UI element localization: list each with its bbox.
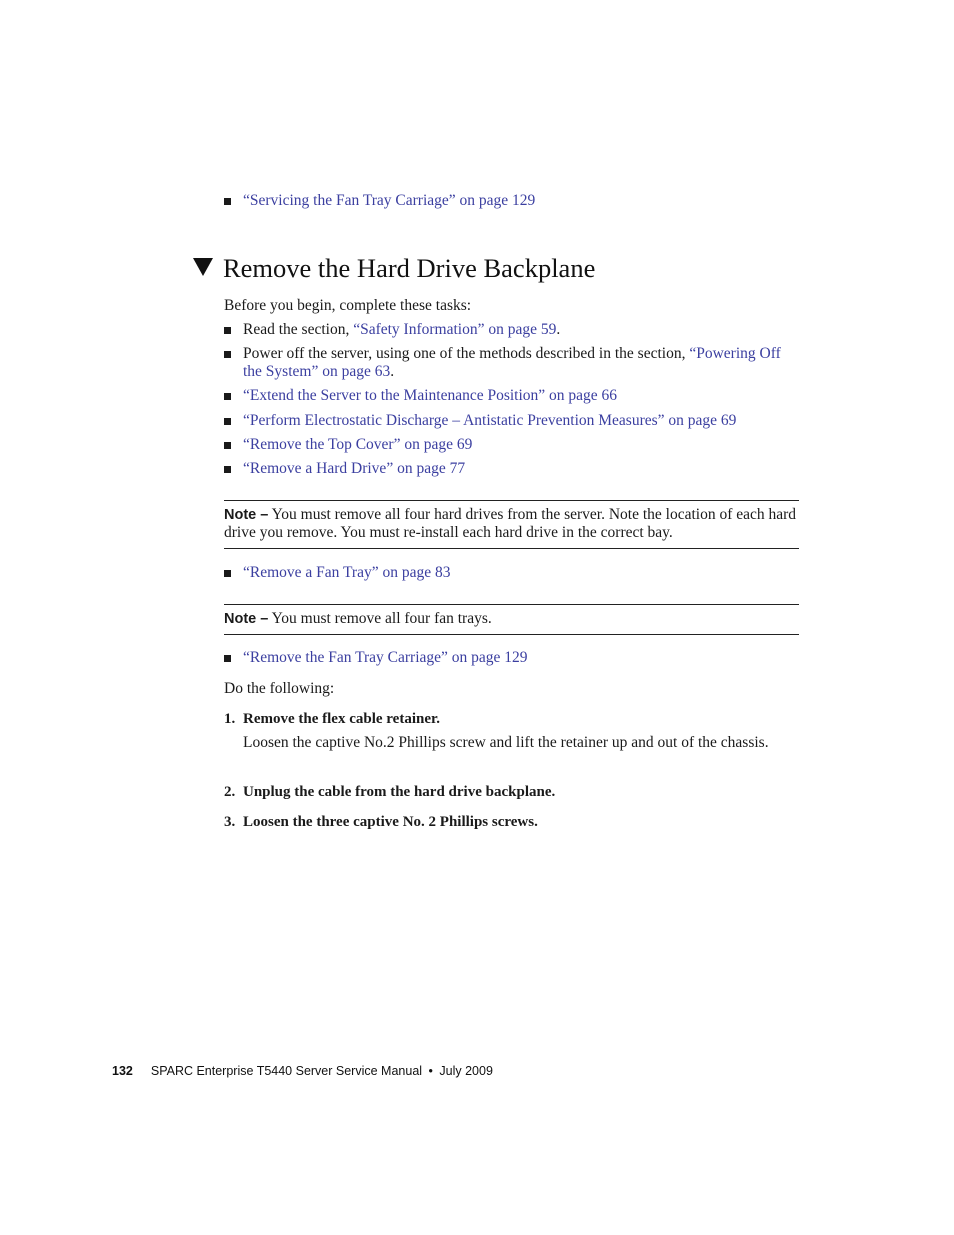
note-divider xyxy=(224,500,799,501)
intro-text: Before you begin, complete these tasks: xyxy=(224,297,472,314)
step-number: 3. xyxy=(224,814,236,830)
cross-reference-link[interactable]: “Remove the Fan Tray Carriage” on page 129 xyxy=(243,649,528,666)
note-divider xyxy=(224,604,799,605)
page-title-text: Remove the Hard Drive Backplane xyxy=(223,253,596,283)
note-label: Note – xyxy=(224,507,269,523)
cross-reference-link[interactable]: “Extend the Server to the Maintenance Position” on page 66 xyxy=(243,387,618,404)
bullet-square-icon xyxy=(224,351,231,358)
cross-reference-link[interactable]: “Remove the Top Cover” on page 69 xyxy=(243,436,473,453)
cross-reference-link[interactable]: “Servicing the Fan Tray Carriage” on page 129 xyxy=(243,192,536,209)
note-box xyxy=(224,506,799,542)
cross-reference-link[interactable]: “Safety Information” on page 59 xyxy=(353,321,557,338)
cross-reference-link[interactable]: “Remove a Hard Drive” on page 77 xyxy=(243,460,466,477)
bullet-text: Power off the server, using one of the methods described in the section, xyxy=(243,345,690,362)
cross-reference-link[interactable]: “Perform Electrostatic Discharge – Antistatic Prevention Measures” on page 69 xyxy=(243,412,737,429)
bullet-square-icon xyxy=(224,327,231,334)
page-footer xyxy=(112,1063,493,1079)
note-text: You must remove all four hard drives from the server. Note the location of each hard drive you remove. You must re-install each hard drive in the correct bay. xyxy=(224,506,797,541)
publication-date: July 2009 xyxy=(439,1064,493,1078)
bullet-text: . xyxy=(390,363,395,380)
bullet-square-icon xyxy=(224,570,231,577)
bullet-square-icon xyxy=(224,442,231,449)
step-detail: Loosen the captive No.2 Phillips screw and lift the retainer up and out of the chassis. xyxy=(243,734,769,751)
cross-reference-link[interactable]: “Remove a Fan Tray” on page 83 xyxy=(243,564,451,581)
bullet-square-icon xyxy=(224,418,231,425)
cross-reference-link[interactable]: “Powering Off the System” on page 63 xyxy=(243,345,781,380)
bullet-square-icon xyxy=(224,393,231,400)
step-number: 1. xyxy=(224,711,236,727)
footer-separator: • xyxy=(428,1064,433,1078)
bullet-square-icon xyxy=(224,198,231,205)
instruction-text: Do the following: xyxy=(224,680,335,697)
page-title xyxy=(193,252,595,284)
bullet-text: Read the section, xyxy=(243,321,354,338)
bullet-text: . xyxy=(556,321,561,338)
note-label: Note – xyxy=(224,611,269,627)
page-number: 132 xyxy=(112,1064,133,1078)
note-divider xyxy=(224,634,799,635)
step-text: Loosen the three captive No. 2 Phillips screws. xyxy=(243,814,538,830)
note-divider xyxy=(224,548,799,549)
note-text: You must remove all four fan trays. xyxy=(268,610,492,627)
step-text: Remove the flex cable retainer. xyxy=(243,711,441,727)
triangle-down-icon xyxy=(193,258,213,276)
manual-title: SPARC Enterprise T5440 Server Service Manual xyxy=(150,1064,423,1078)
bullet-square-icon xyxy=(224,466,231,473)
bullet-square-icon xyxy=(224,655,231,662)
note-box xyxy=(224,610,799,628)
step-text: Unplug the cable from the hard drive backplane. xyxy=(243,784,556,800)
step-number: 2. xyxy=(224,784,236,800)
